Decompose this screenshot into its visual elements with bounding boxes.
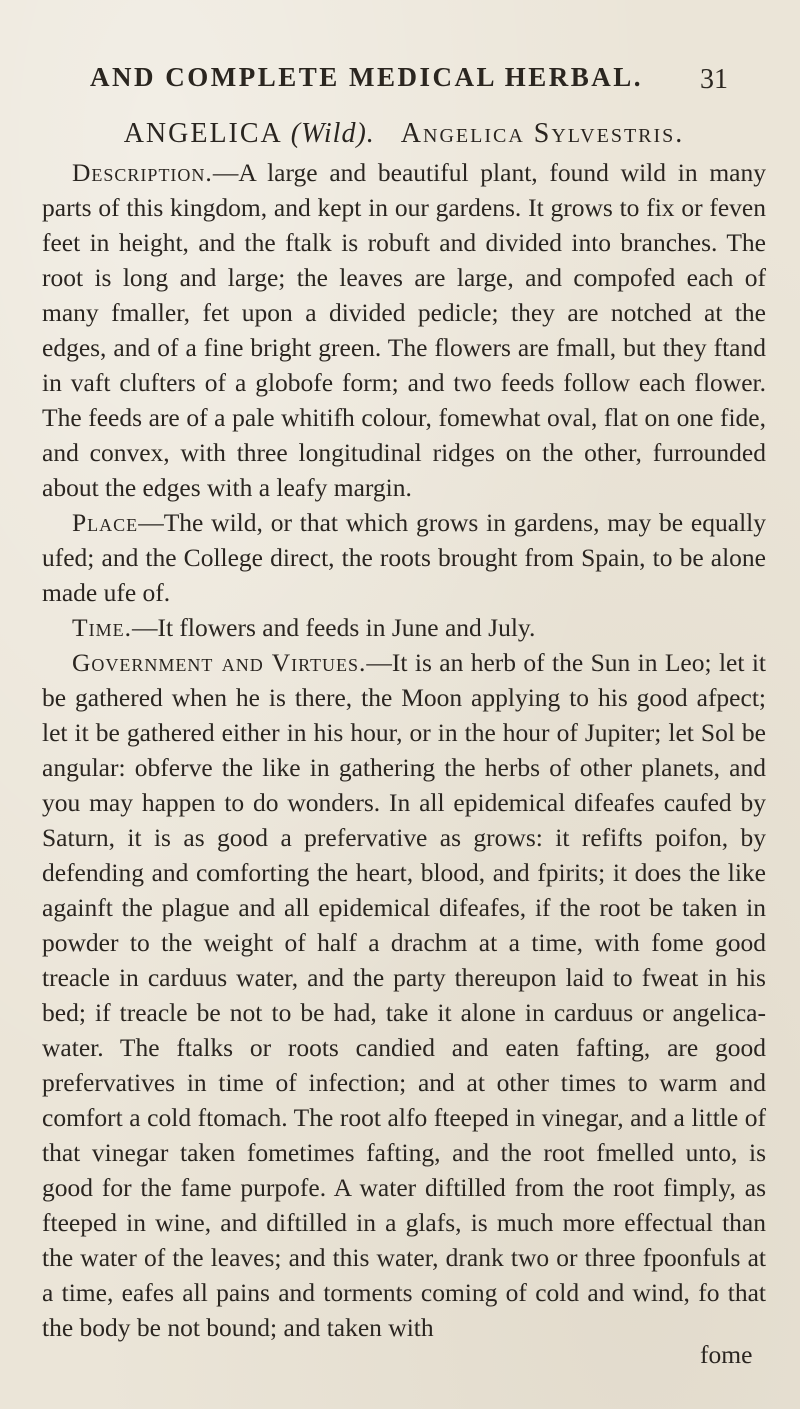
time-text: —It flowers and feeds in June and July.	[131, 613, 536, 642]
description-paragraph	[42, 155, 766, 505]
entry-latin-name: Angelica Sylvestris.	[400, 118, 685, 149]
entry-qualifier: (Wild).	[290, 118, 375, 149]
catchword: fome	[700, 1340, 753, 1369]
place-paragraph	[42, 505, 766, 610]
description-text: —A large and beautiful plant, found wild in many parts of this kingdom, and kept in our gardens. It grows to fix or feven feet in height, and the ftalk is robuft and divided into branches. The root is long and large; the leaves are large, and compofed each of many fmaller, fet upon a divided pedicle; they are notched at the edges, and of a fine bright green. The flowers are fmall, but they ftand in vaft clufters of a globofe form; and two feeds follow each flower. The feeds are of a pale whitifh colour, fomewhat oval, flat on one fide, and convex, with three longitudinal ridges on the other, furrounded about the edges with a leafy margin.	[42, 158, 766, 502]
government-paragraph	[42, 645, 766, 1345]
herbal-entry	[42, 116, 766, 1345]
description-label: Description.	[72, 158, 213, 187]
running-header	[0, 62, 800, 102]
entry-common-name: ANGELICA	[123, 118, 283, 149]
government-text: —It is an herb of the Sun in Leo; let it be gathered when he is there, the Moon applying to his good afpect; let it be gathered either in his hour, or in the hour of Jupiter; let Sol be angular: obferve the like in gathering the herbs of other planets, and you may happen to do wonders. In all epidemical difeafes caufed by Saturn, it is as good a prefervative as grows: it refifts poifon, by defending and comforting the heart, blood, and fpirits; it does the like againft the plague and all epidemical difeafes, if the root be taken in powder to the weight of half a drachm at a time, with fome good treacle in carduus water, and the party thereupon laid to fweat in his bed; if treacle be not to be had, take it alone in carduus or angelica-water. The ftalks or roots candied and eaten fafting, are good prefervatives in time of infection; and at other times to warm and comfort a cold ftomach. The root alfo fteeped in vinegar, and a little of that vinegar taken fometimes fafting, and the root fmelled unto, is good for the fame purpofe. A water diftilled from the root fimply, as fteeped in wine, and diftilled in a glafs, is much more effectual than the water of the leaves; and this water, drank two or three fpoonfuls at a time, eafes all pains and torments coming of cold and wind, fo that the body be not bound; and taken with	[42, 648, 766, 1342]
entry-heading	[42, 116, 766, 151]
time-paragraph	[42, 610, 766, 645]
place-text: —The wild, or that which grows in gardens, may be equally ufed; and the College direct, the roots brought from Spain, to be alone made ufe of.	[42, 508, 766, 607]
government-label: Government and Virtues.	[72, 648, 367, 677]
running-title: AND COMPLETE MEDICAL HERBAL.	[90, 62, 644, 92]
page-number: 31	[700, 64, 728, 95]
place-label: Place	[72, 508, 139, 537]
time-label: Time.	[72, 613, 132, 642]
